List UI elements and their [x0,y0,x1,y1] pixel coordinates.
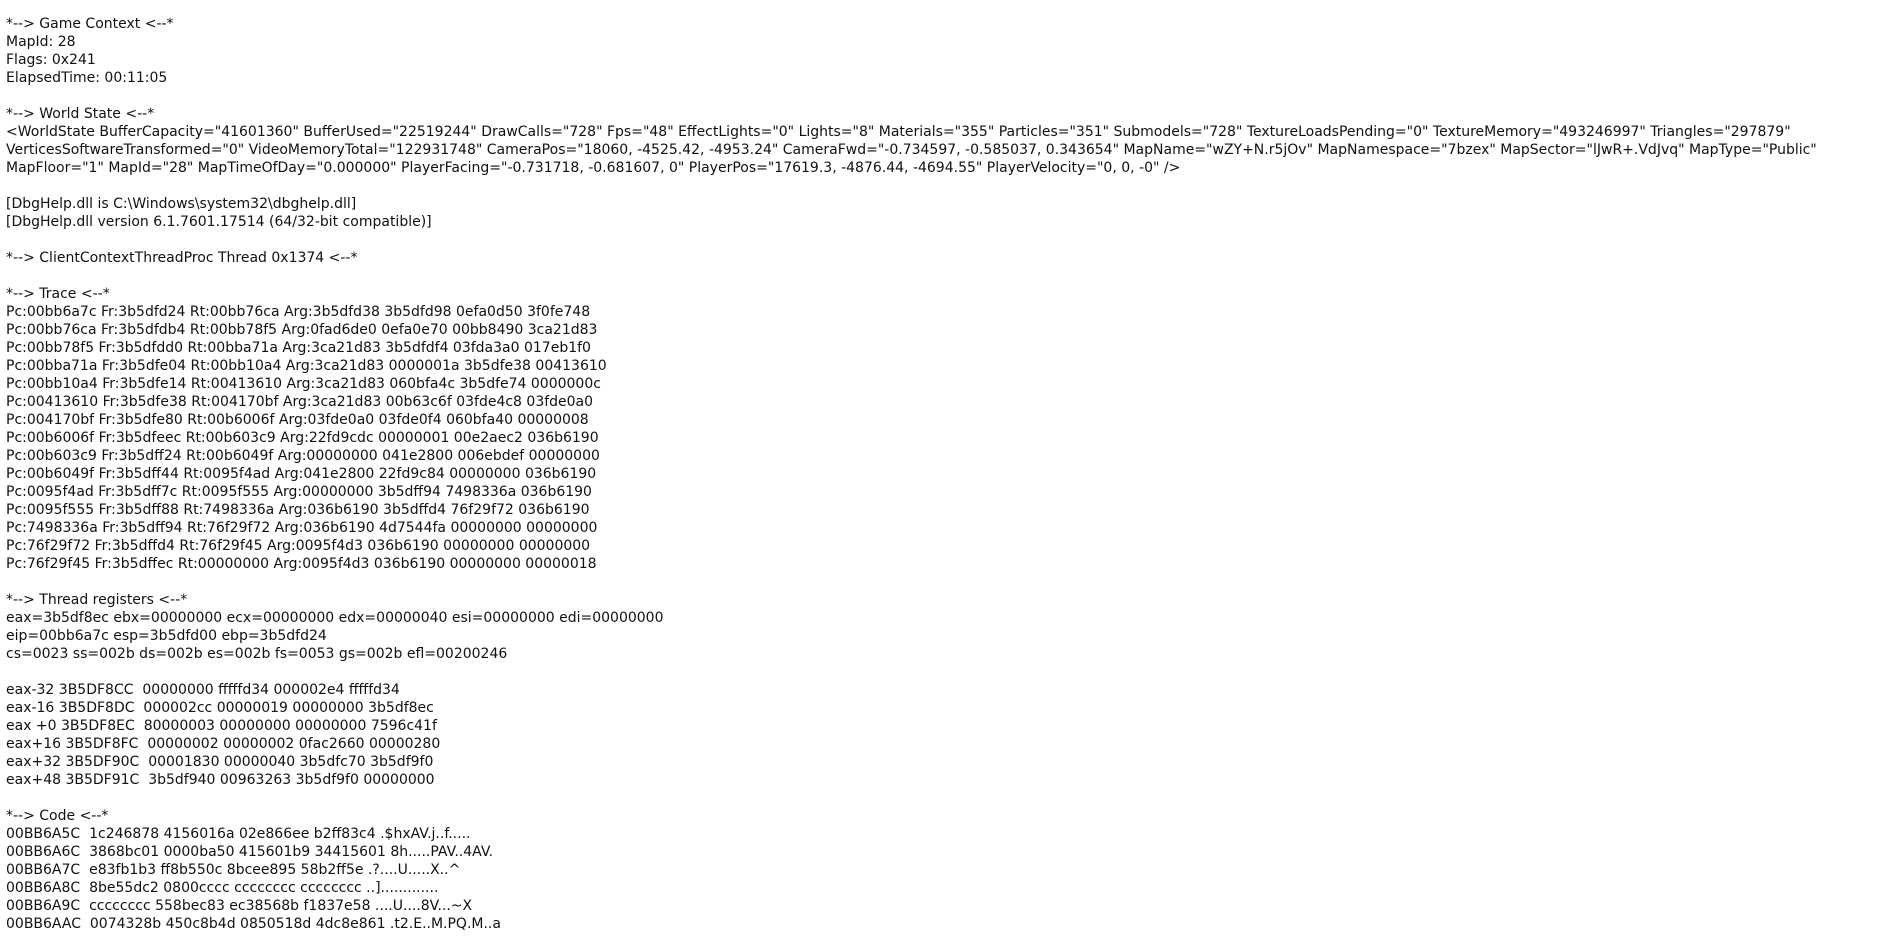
trace-line: Pc:004170bf Fr:3b5dfe80 Rt:00b6006f Arg:03fde0a0 03fde0f4 060bfa40 00000008 [6,412,589,428]
trace-line: Pc:76f29f72 Fr:3b5dffd4 Rt:76f29f45 Arg:0095f4d3 036b6190 00000000 00000000 [6,538,591,554]
spacer [6,231,1890,249]
stack-dump-line: eax-16 3B5DF8DC 000002cc 00000019 00000000 3b5df8ec [6,700,434,716]
crash-log [6,15,1890,933]
trace-header: *--> Trace <--* [6,286,110,302]
code-header: *--> Code <--* [6,808,109,824]
trace-line: Pc:7498336a Fr:3b5dff94 Rt:76f29f72 Arg:036b6190 4d7544fa 00000000 00000000 [6,520,598,536]
dbghelp-path-line: [DbgHelp.dll is C:\Windows\system32\dbghelp.dll] [6,196,357,212]
spacer [6,573,1890,591]
code-dump-line: 00BB6A9C cccccccc 558bec83 ec38568b f1837e58 ....U....8V...~X [6,898,473,914]
code-dump-line: 00BB6A5C 1c246878 4156016a 02e866ee b2ff83c4 .$hxAV.j..f..... [6,826,471,842]
trace-line: Pc:00b6049f Fr:3b5dff44 Rt:0095f4ad Arg:041e2800 22fd9c84 00000000 036b6190 [6,466,597,482]
spacer [6,267,1890,285]
code-dump-line: 00BB6A8C 8be55dc2 0800cccc cccccccc cccccccc ..]............. [6,880,439,896]
trace-line: Pc:00b6006f Fr:3b5dfeec Rt:00b603c9 Arg:22fd9cdc 00000001 00e2aec2 036b6190 [6,430,599,446]
thread-section [6,249,1890,267]
trace-line: Pc:00bb6a7c Fr:3b5dfd24 Rt:00bb76ca Arg:3b5dfd38 3b5dfd98 0efa0d50 3f0fe748 [6,304,591,320]
trace-line: Pc:00413610 Fr:3b5dfe38 Rt:004170bf Arg:3ca21d83 00b63c6f 03fde4c8 03fde0a0 [6,394,594,410]
trace-line: Pc:00bb78f5 Fr:3b5dfdd0 Rt:00bba71a Arg:3ca21d83 3b5dfdf4 03fda3a0 017eb1f0 [6,340,591,356]
registers-header: *--> Thread registers <--* [6,592,188,608]
stack-dump-line: eax+48 3B5DF91C 3b5df940 00963263 3b5df9f0 00000000 [6,772,435,788]
trace-section [6,285,1890,573]
code-dump-line: 00BB6A6C 3868bc01 0000ba50 415601b9 34415601 8h.....PAV..4AV. [6,844,494,860]
world-state-xml: <WorldState BufferCapacity="41601360" BufferUsed="22519244" DrawCalls="728" Fps="48" EffectLights="0" Lights="8" Materials="355" Particles="351" Submodels="728" TextureLoadsPending="0" TextureMemory="493246997" Triangles="297879" VerticesSoftwareTransformed="0" VideoMemoryTotal="122931748" CameraPos="18060, -4525.42, -4953.24" CameraFwd="-0.734597, -0.585037, 0.343654" MapName="wZY+N.r5jOv" MapNamespace="7bzex" MapSector="lJwR+.VdJvq" MapType="Public" MapFloor="1" MapId="28" MapTimeOfDay="0.000000" PlayerFacing="-0.731718, -0.681607, 0" PlayerPos="17619.3, -4876.44, -4694.55" PlayerVelocity="0, 0, -0" /> [6,124,1822,176]
registers-section [6,591,1890,789]
game-context-header: *--> Game Context <--* [6,16,174,32]
stack-dump-line: eax+16 3B5DF8FC 00000002 00000002 0fac2660 00000280 [6,736,441,752]
code-dump-line: 00BB6A7C e83fb1b3 ff8b550c 8bcee895 58b2ff5e .?....U.....X..^ [6,862,461,878]
trace-line: Pc:00bb10a4 Fr:3b5dfe14 Rt:00413610 Arg:3ca21d83 060bfa4c 3b5dfe74 0000000c [6,376,601,392]
register-line: eip=00bb6a7c esp=3b5dfd00 ebp=3b5dfd24 [6,628,327,644]
code-dump-line: 00BB6AAC 0074328b 450c8b4d 0850518d 4dc8e861 .t2.E..M.PQ.M..a [6,916,501,932]
world-state-section [6,105,1890,177]
spacer [6,789,1890,807]
dbghelp-version-line: [DbgHelp.dll version 6.1.7601.17514 (64/32-bit compatible)] [6,214,432,230]
stack-dump-line: eax +0 3B5DF8EC 80000003 00000000 00000000 7596c41f [6,718,437,734]
flags-line: Flags: 0x241 [6,52,96,68]
trace-line: Pc:00bba71a Fr:3b5dfe04 Rt:00bb10a4 Arg:3ca21d83 0000001a 3b5dfe38 00413610 [6,358,607,374]
trace-line: Pc:00bb76ca Fr:3b5dfdb4 Rt:00bb78f5 Arg:0fad6de0 0efa0e70 00bb8490 3ca21d83 [6,322,598,338]
trace-line: Pc:00b603c9 Fr:3b5dff24 Rt:00b6049f Arg:00000000 041e2800 006ebdef 00000000 [6,448,600,464]
spacer [6,87,1890,105]
spacer [6,663,1890,681]
register-line: eax=3b5df8ec ebx=00000000 ecx=00000000 edx=00000040 esi=00000000 edi=00000000 [6,610,664,626]
stack-dump-line: eax+32 3B5DF90C 00001830 00000040 3b5dfc70 3b5df9f0 [6,754,434,770]
stack-dump-line: eax-32 3B5DF8CC 00000000 fffffd34 000002e4 fffffd34 [6,682,400,698]
code-section [6,807,1890,933]
spacer [6,177,1890,195]
trace-line: Pc:0095f4ad Fr:3b5dff7c Rt:0095f555 Arg:00000000 3b5dff94 7498336a 036b6190 [6,484,592,500]
trace-line: Pc:76f29f45 Fr:3b5dffec Rt:00000000 Arg:0095f4d3 036b6190 00000000 00000018 [6,556,597,572]
trace-line: Pc:0095f555 Fr:3b5dff88 Rt:7498336a Arg:036b6190 3b5dffd4 76f29f72 036b6190 [6,502,590,518]
world-state-header: *--> World State <--* [6,106,155,122]
thread-header: *--> ClientContextThreadProc Thread 0x1374 <--* [6,250,358,266]
elapsed-time-line: ElapsedTime: 00:11:05 [6,70,168,86]
map-id-line: MapId: 28 [6,34,76,50]
register-line: cs=0023 ss=002b ds=002b es=002b fs=0053 gs=002b efl=00200246 [6,646,508,662]
game-context-section [6,15,1890,87]
dbghelp-section [6,195,1890,231]
